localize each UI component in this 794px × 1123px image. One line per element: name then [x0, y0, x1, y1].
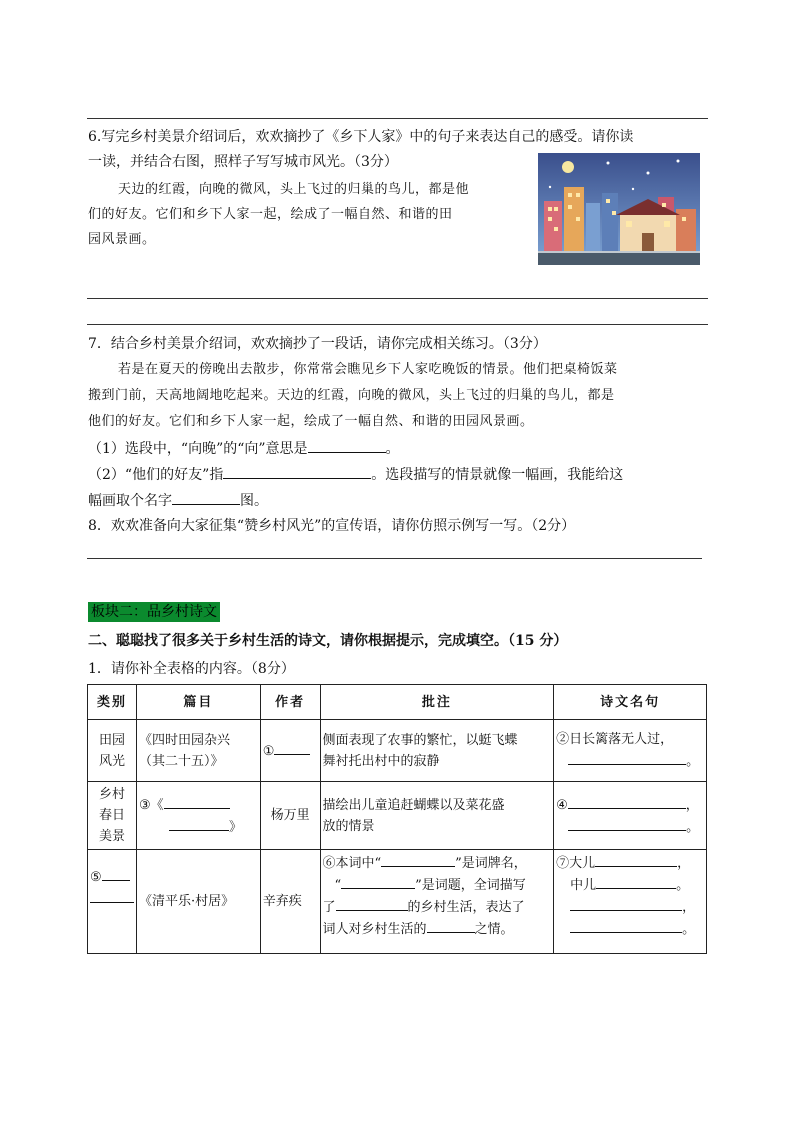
table-row: [88, 850, 707, 954]
q7-sub2-text3: 幅画取个名字: [88, 493, 172, 509]
r3-category-1: [90, 866, 134, 888]
section2-heading: 二、聪聪找了很多关于乡村生活的诗文，请你根据提示，完成填空。（15 分）: [88, 633, 568, 649]
r2-line-2: [556, 816, 704, 838]
q6-line2: 一读，并结合右图，照样子写写城市风光。（3分）: [88, 154, 398, 170]
r2-title-open: ③《: [139, 797, 164, 813]
q7-stem: 7．结合乡村美景介绍词，欢欢摘抄了一段话，请你完成相关练习。（3分）: [88, 336, 547, 352]
q7-passage-1: 若是在夏天的傍晚出去散步，你常常会瞧见乡下人家吃晚饭的情景。他们把桌椅饭菜: [118, 362, 618, 377]
q6-answer-line-1[interactable]: [87, 298, 708, 299]
r3-line-1: [556, 852, 704, 874]
r3-line-2: [556, 874, 704, 896]
q6-answer-line-2[interactable]: [87, 324, 708, 325]
section2-q1: 1．请你补全表格的内容。（8分）: [88, 661, 295, 677]
r2-line-blank-2[interactable]: [568, 816, 686, 831]
r1-note-2: 舞衬托出村中的寂静: [322, 753, 440, 769]
r3-note-blank-3[interactable]: [336, 896, 408, 911]
q7-sub1-text: （1）选段中，“向晚”的“向”意思是: [88, 441, 308, 457]
r2-note: [320, 782, 554, 850]
q6-quote-1: 天边的红霞，向晚的微风，头上飞过的归巢的鸟儿，都是他: [118, 182, 470, 197]
header-author: 作者: [260, 685, 320, 720]
r3-note-g: 词人对乡村生活的: [322, 922, 427, 937]
q7-passage-2: 搬到门前，天高地阔地吃起来。天边的红霞，向晚的微风，头上飞过的归巢的鸟儿，都是: [88, 388, 615, 403]
r1-line-1: ②日长篱落无人过，: [556, 732, 674, 747]
r2-author: 杨万里: [260, 782, 320, 850]
r3-note-c: “: [334, 878, 342, 893]
r1-author-blank[interactable]: [274, 740, 310, 755]
header-lines: 诗文名句: [554, 685, 707, 720]
city-night-illustration: [538, 153, 700, 265]
r3-note-f: 的乡村生活，表达了: [407, 900, 525, 915]
r3-note-blank-1[interactable]: [381, 852, 455, 867]
r1-title-2: （其二十五）》: [139, 753, 224, 769]
q6-quote-3: 园风景画。: [88, 232, 156, 247]
r1-title-1: 《四时田园杂兴: [139, 732, 231, 748]
r3-category: [88, 850, 137, 954]
q7-sub1-end: 。: [385, 441, 400, 457]
r2-category: [88, 782, 137, 850]
r2-line-blank-1[interactable]: [568, 794, 686, 809]
header-title: 篇目: [137, 685, 261, 720]
q6-line1: 6.写完乡村美景介绍词后，欢欢摘抄了《乡下人家》中的句子来表达自己的感受。请你读: [88, 129, 634, 145]
q7-sub2-text: （2）“他们的好友”指: [88, 467, 224, 483]
poetry-table: [87, 684, 707, 954]
r2-title-close: 》: [229, 819, 243, 835]
r3-category-blank-1[interactable]: [102, 866, 130, 881]
q7-passage-3: 他们的好友。它们和乡下人家一起，绘成了一幅自然、和谐的田园风景画。: [88, 414, 534, 429]
r2-lines: [554, 782, 707, 850]
header-note: 批注: [320, 685, 554, 720]
r3-author: 辛弃疾: [260, 850, 320, 954]
r1-category-2: 风光: [98, 753, 125, 769]
r3-line-blank-1[interactable]: [595, 852, 677, 867]
header-category: 类别: [88, 685, 137, 720]
r2-category-1: 乡村: [98, 787, 125, 802]
r1-line-blank[interactable]: [568, 750, 686, 765]
r2-note-1: 描绘出儿童追赶蝴蝶以及菜花盛: [322, 797, 505, 813]
r1-note: [320, 720, 554, 782]
r3-title: 《清平乐·村居》: [137, 850, 261, 954]
r1-lines: [554, 720, 707, 782]
r3-note-3: [323, 896, 552, 918]
r2-title-blank-2[interactable]: [169, 816, 229, 831]
q8-stem: 8．欢欢准备向大家征集“赞乡村风光”的宣传语，请你仿照示例写一写。（2分）: [88, 518, 576, 534]
r2-line-end: 。: [686, 819, 700, 835]
q7-sub2-blank[interactable]: [223, 464, 371, 479]
r3-line-blank-2[interactable]: [596, 874, 676, 889]
table-row: [88, 782, 707, 850]
r3-line2-end: 。: [676, 878, 690, 893]
section2-badge: 板块二：品乡村诗文: [88, 602, 220, 622]
r2-title: [137, 782, 261, 850]
r3-line1-text: ⑦大儿: [556, 856, 596, 871]
r2-line-1: [556, 794, 704, 816]
q7-sub1: [88, 438, 400, 459]
r3-line1-comma: ，: [677, 856, 691, 871]
r3-note-e: 了: [322, 900, 336, 915]
r1-line-2: [556, 750, 704, 772]
r3-category-2: [90, 888, 134, 910]
r1-category: [88, 720, 137, 782]
r3-line2-text: 中儿: [570, 878, 597, 893]
r3-line3-comma: ，: [682, 900, 696, 915]
table-row: [88, 720, 707, 782]
table-header-row: [88, 685, 707, 720]
r2-title-2: [139, 816, 258, 838]
q6-quote-2: 们的好友。它们和乡下人家一起，绘成了一幅自然、和谐的田: [88, 207, 453, 222]
r3-category-num: ⑤: [90, 870, 102, 885]
r3-note-blank-2[interactable]: [341, 874, 415, 889]
r3-line4-end: 。: [682, 922, 696, 937]
r3-note-h: 之情。: [474, 922, 514, 937]
r3-category-blank-2[interactable]: [90, 888, 134, 903]
q7-sub2: [88, 464, 623, 485]
q7-sub2-text2: 。选段描写的情景就像一幅画，我能给这: [371, 467, 624, 483]
r2-category-3: 美景: [98, 829, 125, 844]
r2-category-2: 春日: [98, 808, 125, 823]
r2-title-1: [139, 794, 258, 816]
r1-author-num: ①: [262, 743, 275, 759]
r2-line-num: ④: [556, 797, 568, 813]
q7-title-blank[interactable]: [172, 490, 240, 505]
r1-line-end: 。: [686, 754, 700, 769]
r3-line-blank-4[interactable]: [570, 918, 682, 933]
r3-line-4: [556, 918, 704, 940]
r2-line-comma: ，: [685, 797, 699, 813]
r3-line-blank-3[interactable]: [570, 896, 682, 911]
r3-note-1: [323, 852, 552, 874]
r3-lines: [554, 850, 707, 954]
r3-note-blank-4[interactable]: [427, 918, 475, 933]
r1-title: [137, 720, 261, 782]
q8-answer-line[interactable]: [87, 558, 702, 559]
q7-sub2-cont: [88, 490, 268, 511]
r3-note-a: ⑥本词中“: [322, 856, 382, 871]
r3-note: [320, 850, 554, 954]
r3-note-b: ”是词牌名，: [455, 856, 527, 871]
r3-note-d: ”是词题，全词描写: [415, 878, 526, 893]
r2-title-blank-1[interactable]: [164, 794, 230, 809]
r1-author: [260, 720, 320, 782]
r1-category-1: 田园: [98, 732, 125, 748]
divider-top: [87, 118, 708, 119]
r3-line-3: [556, 896, 704, 918]
q7-sub1-blank[interactable]: [308, 438, 386, 453]
r3-note-4: [323, 918, 552, 940]
q7-sub2-end: 图。: [240, 493, 268, 509]
r3-note-2: [323, 874, 552, 896]
r2-note-2: 放的情景: [322, 818, 375, 834]
r1-note-1: 侧面表现了农事的繁忙，以蜓飞蝶: [322, 732, 518, 748]
